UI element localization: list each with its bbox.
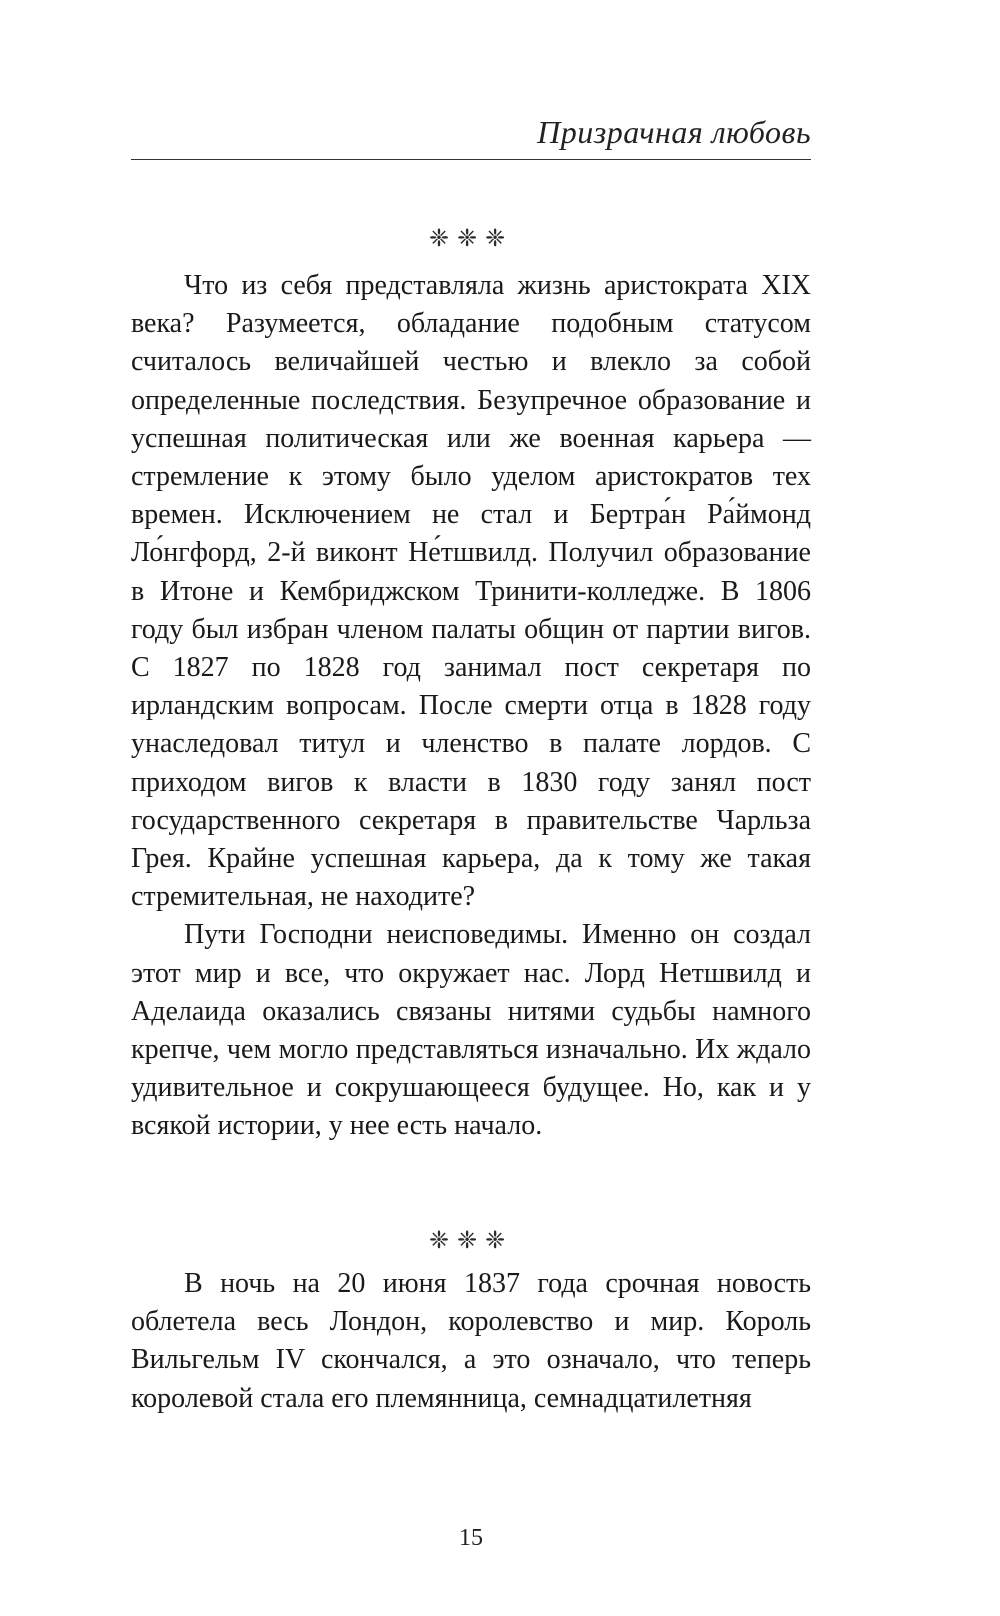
section-divider-ornament: ❈❈❈	[428, 1226, 514, 1254]
section-2-text	[131, 1265, 811, 1418]
section-divider-ornament: ❈❈❈	[428, 224, 514, 252]
running-title: Призрачная любовь	[537, 114, 811, 150]
page-number: 15	[459, 1525, 483, 1551]
header-rule	[131, 159, 811, 160]
section-1-text	[131, 267, 811, 1146]
paragraph: Что из себя представляла жизнь аристократа XIX века? Разумеется, обладание подобным статусом считалось величайшей честью и влекло за собой определенные последствия. Безупречное образование и успешная политическая или же военная карьера — стремление к этому было уделом аристократов тех времен. Исключением не стал и Бертра́н Ра́ймонд Ло́нгфорд, 2-й виконт Не́тшвилд. Получил образование в Итоне и Кембриджском Тринити-колледже. В 1806 году был избран членом палаты общин от партии вигов. С 1827 по 1828 год занимал пост секретаря по ирландским вопросам. После смерти отца в 1828 году унаследовал титул и членство в палате лордов. С приходом вигов к власти в 1830 году занял пост государственного секретаря в правительстве Чарльза Грея. Крайне успешная карьера, да к тому же такая стремительная, не находите?	[131, 270, 811, 913]
paragraph: В ночь на 20 июня 1837 года срочная новость облетела весь Лондон, королевство и мир. Король Вильгельм IV скончался, а это означало, что теперь королевой стала его племянница, семнадцатилетняя	[131, 1268, 811, 1414]
paragraph: Пути Господни неисповедимы. Именно он создал этот мир и все, что окружает нас. Лорд Нетшвилд и Аделаида оказались связаны нитями судьбы намного крепче, чем могло представляться изначально. Их ждало удивительное и сокрушающееся будущее. Но, как и у всякой истории, у нее есть начало.	[131, 919, 811, 1142]
